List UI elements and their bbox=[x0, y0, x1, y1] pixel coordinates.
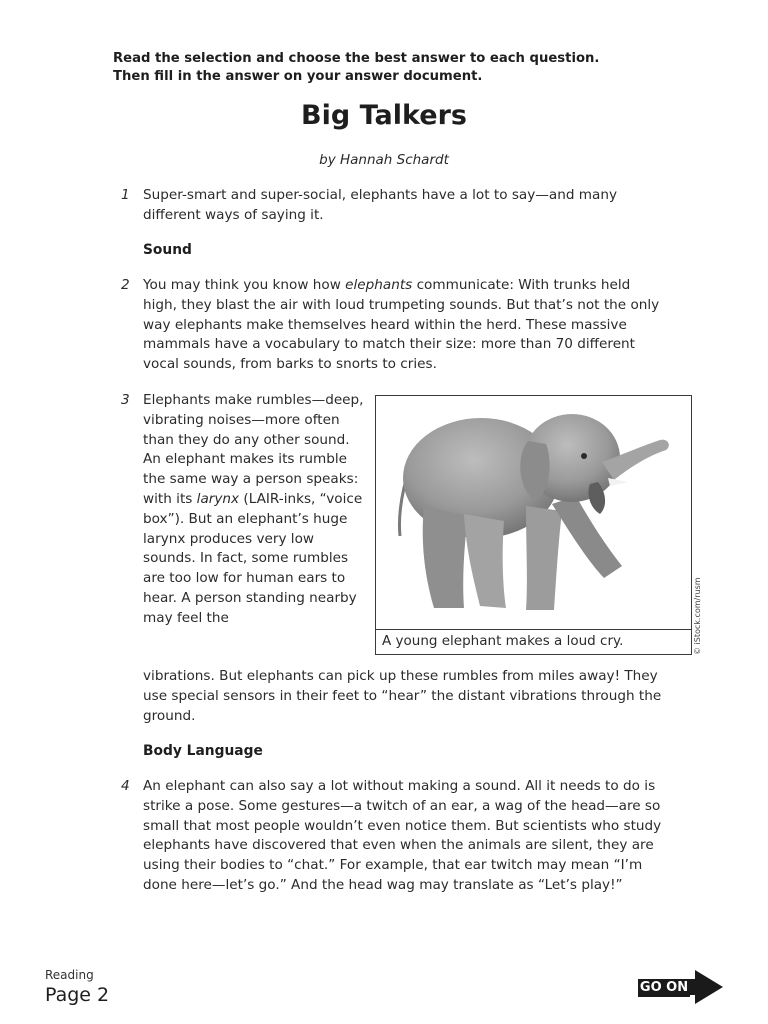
paragraph-number: 1 bbox=[121, 187, 130, 203]
go-on-label: GO ON bbox=[639, 980, 689, 995]
title-text: Big Talkers bbox=[301, 100, 467, 131]
paragraph-emphasis: elephants bbox=[345, 277, 413, 293]
paragraph-text-post: communicate: With trunks held high, they blast the air with loud trumpeting sounds. But that’s not the only way elephants make themselves heard within the herd. These massive mammals have a vocabulary to match their size: more than 70 different vocal sounds, from barks to snorts to cries. bbox=[143, 277, 660, 373]
heading-sound: Sound bbox=[143, 242, 192, 258]
paragraph-text: Super-smart and super-social, elephants have a lot to say—and many different ways of saying it. bbox=[143, 187, 618, 223]
paragraph-number: 2 bbox=[121, 277, 130, 293]
go-on-indicator bbox=[637, 970, 725, 1004]
photo-credit: © iStock.com/rusm bbox=[693, 577, 702, 655]
figure-caption: A young elephant makes a loud cry. bbox=[376, 629, 691, 654]
instructions bbox=[113, 50, 693, 86]
elephant-image bbox=[376, 396, 690, 628]
paragraph-text-pre: Elephants make rumbles—deep, vibrating noises—more often than they do any other sound. An elephant makes its rumble the same way a person speaks: with its bbox=[143, 392, 364, 507]
instructions-line-1: Read the selection and choose the best answer to each question. bbox=[113, 51, 600, 66]
arrow-right-icon bbox=[687, 970, 725, 1004]
paragraph-4 bbox=[121, 777, 673, 896]
instructions-line-2: Then fill in the answer on your answer document. bbox=[113, 69, 483, 84]
paragraph-number: 4 bbox=[121, 778, 130, 794]
footer-subject: Reading bbox=[45, 968, 94, 982]
paragraph-text: An elephant can also say a lot without making a sound. All it needs to do is strike a pose. Some gestures—a twitch of an ear, a wag of the head—are so small that most people wouldn’t even notice them. But scientists who study elephants have discovered that even when the animals are silent, they are using their bodies to “chat.” For example, that ear twitch may mean “I’m done here—let’s go.” And the head wag may translate as “Let’s play!” bbox=[143, 778, 662, 893]
byline: by Hannah Schardt bbox=[319, 152, 449, 168]
paragraph-1 bbox=[121, 186, 668, 226]
paragraph-number: 3 bbox=[121, 392, 130, 408]
page-number: Page 2 bbox=[45, 984, 110, 1006]
paragraph-text-pre: You may think you know how bbox=[143, 277, 346, 293]
paragraph-2 bbox=[121, 276, 668, 375]
article-title bbox=[0, 98, 768, 134]
paragraph-text-post: (LAIR-inks, “voice box”). But an elephant’s huge larynx produces very low sounds. In fact, some rumbles are too low for human ears to hear. A person standing nearby may feel the bbox=[143, 490, 363, 626]
paragraph-emphasis: larynx bbox=[196, 490, 240, 507]
paragraph-3-continued: vibrations. But elephants can pick up these rumbles from miles away! They use special sensors in their feet to “hear” the distant vibrations through the ground. bbox=[143, 668, 662, 724]
elephant-figure bbox=[375, 395, 692, 655]
paragraph-3 bbox=[121, 391, 368, 629]
heading-body-language: Body Language bbox=[143, 743, 263, 759]
